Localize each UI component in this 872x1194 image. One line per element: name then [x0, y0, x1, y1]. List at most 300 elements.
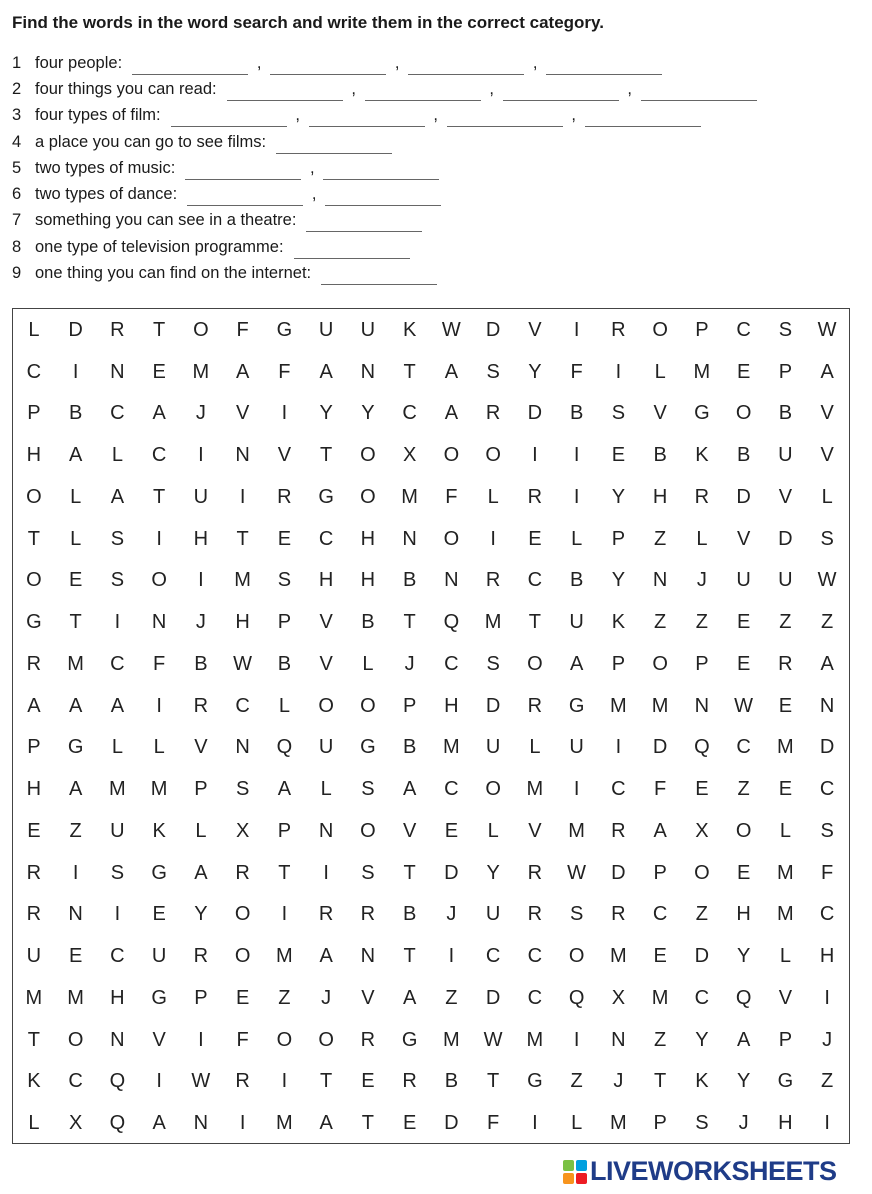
grid-letter[interactable]: T	[403, 945, 416, 968]
grid-letter[interactable]: U	[318, 736, 334, 759]
answer-blank[interactable]	[323, 165, 439, 180]
grid-letter[interactable]: G	[777, 1070, 794, 1093]
grid-letter[interactable]: A	[68, 694, 83, 717]
grid-letter[interactable]: E	[68, 945, 83, 968]
grid-letter[interactable]: F	[153, 652, 166, 675]
grid-letter[interactable]: C	[527, 986, 543, 1009]
grid-letter[interactable]: O	[735, 402, 752, 425]
grid-letter[interactable]: L	[779, 819, 791, 842]
grid-letter[interactable]: C	[151, 444, 167, 467]
grid-letter[interactable]: G	[360, 736, 376, 759]
grid-letter[interactable]: S	[235, 778, 250, 801]
grid-letter[interactable]: Z	[737, 778, 750, 801]
grid-letter[interactable]: I	[281, 1070, 288, 1093]
grid-letter[interactable]: L	[779, 945, 791, 968]
grid-letter[interactable]: Z	[654, 611, 667, 634]
grid-letter[interactable]: V	[528, 819, 542, 842]
grid-letter[interactable]: I	[532, 444, 538, 467]
grid-letter[interactable]: I	[156, 694, 162, 717]
grid-letter[interactable]: B	[444, 1070, 459, 1093]
grid-letter[interactable]: O	[443, 444, 460, 467]
grid-letter[interactable]: E	[736, 652, 751, 675]
grid-letter[interactable]: V	[820, 444, 834, 467]
grid-letter[interactable]: H	[778, 1112, 793, 1135]
grid-letter[interactable]: M	[25, 986, 43, 1009]
grid-letter[interactable]: I	[323, 861, 329, 884]
grid-letter[interactable]: A	[402, 778, 417, 801]
grid-letter[interactable]: U	[736, 569, 751, 592]
grid-letter[interactable]: B	[194, 652, 208, 675]
grid-letter[interactable]: X	[235, 819, 250, 842]
grid-letter[interactable]: R	[110, 318, 125, 341]
grid-letter[interactable]: C	[736, 318, 751, 341]
grid-letter[interactable]: J	[696, 569, 707, 592]
grid-letter[interactable]: I	[239, 485, 246, 508]
grid-letter[interactable]: S	[110, 569, 125, 592]
grid-letter[interactable]: R	[694, 485, 710, 508]
grid-letter[interactable]: P	[611, 652, 626, 675]
grid-letter[interactable]: F	[236, 318, 249, 341]
grid-letter[interactable]: L	[195, 819, 207, 842]
grid-letter[interactable]: A	[152, 402, 166, 425]
grid-letter[interactable]: C	[402, 402, 417, 425]
grid-letter[interactable]: A	[569, 652, 584, 675]
grid-letter[interactable]: Y	[736, 1070, 751, 1093]
grid-letter[interactable]: F	[278, 360, 291, 383]
grid-letter[interactable]: U	[778, 444, 793, 467]
grid-letter[interactable]: E	[235, 986, 250, 1009]
grid-letter[interactable]: B	[402, 736, 417, 759]
answer-blank[interactable]	[171, 112, 287, 127]
grid-letter[interactable]: V	[402, 819, 417, 842]
grid-letter[interactable]: I	[114, 903, 121, 926]
grid-letter[interactable]: F	[445, 485, 458, 508]
grid-letter[interactable]: O	[26, 569, 42, 592]
grid-letter[interactable]: S	[820, 819, 834, 842]
grid-letter[interactable]: S	[486, 652, 500, 675]
grid-letter[interactable]: T	[153, 485, 166, 508]
grid-letter[interactable]: L	[28, 1112, 40, 1135]
grid-letter[interactable]: W	[817, 318, 837, 341]
grid-letter[interactable]: O	[67, 1028, 84, 1051]
grid-letter[interactable]: E	[778, 694, 793, 717]
grid-letter[interactable]: G	[318, 485, 334, 508]
grid-letter[interactable]: I	[239, 1112, 246, 1135]
answer-blank[interactable]	[447, 112, 563, 127]
grid-letter[interactable]: L	[111, 736, 123, 759]
grid-letter[interactable]: L	[278, 694, 290, 717]
grid-letter[interactable]: T	[27, 527, 40, 550]
grid-letter[interactable]: M	[192, 360, 210, 383]
grid-letter[interactable]: S	[778, 318, 793, 341]
grid-letter[interactable]: Q	[276, 736, 293, 759]
grid-letter[interactable]: L	[362, 652, 374, 675]
grid-letter[interactable]: I	[573, 485, 580, 508]
grid-letter[interactable]: U	[26, 945, 42, 968]
grid-letter[interactable]: O	[527, 652, 543, 675]
grid-letter[interactable]: L	[487, 485, 499, 508]
grid-letter[interactable]: K	[27, 1070, 41, 1093]
answer-blank[interactable]	[585, 112, 701, 127]
grid-letter[interactable]: P	[402, 694, 417, 717]
grid-letter[interactable]: G	[151, 861, 167, 884]
grid-letter[interactable]: C	[819, 778, 835, 801]
grid-letter[interactable]: B	[68, 402, 83, 425]
grid-letter[interactable]: D	[819, 736, 835, 759]
grid-letter[interactable]: D	[527, 402, 543, 425]
grid-letter[interactable]: X	[695, 819, 709, 842]
grid-letter[interactable]: U	[569, 611, 584, 634]
grid-letter[interactable]: N	[151, 611, 167, 634]
grid-letter[interactable]: G	[527, 1070, 543, 1093]
grid-letter[interactable]: R	[402, 1070, 417, 1093]
grid-letter[interactable]: J	[195, 611, 206, 634]
grid-letter[interactable]: P	[277, 611, 292, 634]
grid-letter[interactable]: V	[653, 402, 667, 425]
grid-letter[interactable]: Z	[570, 1070, 583, 1093]
grid-letter[interactable]: O	[652, 652, 668, 675]
grid-letter[interactable]: C	[819, 903, 835, 926]
grid-letter[interactable]: A	[235, 360, 250, 383]
grid-letter[interactable]: N	[318, 819, 334, 842]
grid-letter[interactable]: M	[610, 1112, 627, 1135]
grid-letter[interactable]: Z	[695, 611, 708, 634]
grid-letter[interactable]: Q	[694, 736, 710, 759]
grid-letter[interactable]: X	[402, 444, 417, 467]
grid-letter[interactable]: D	[485, 318, 501, 341]
grid-letter[interactable]: C	[235, 694, 250, 717]
answer-blank[interactable]	[132, 60, 248, 75]
grid-letter[interactable]: A	[194, 861, 208, 884]
grid-letter[interactable]: P	[695, 652, 709, 675]
grid-letter[interactable]: L	[696, 527, 708, 550]
grid-letter[interactable]: T	[654, 1070, 667, 1093]
grid-letter[interactable]: V	[778, 485, 793, 508]
grid-letter[interactable]: N	[68, 903, 83, 926]
grid-letter[interactable]: N	[110, 360, 125, 383]
grid-letter[interactable]: L	[821, 485, 833, 508]
grid-letter[interactable]: R	[527, 903, 543, 926]
grid-letter[interactable]: D	[694, 945, 710, 968]
grid-letter[interactable]: I	[824, 986, 830, 1009]
grid-letter[interactable]: Q	[109, 1070, 126, 1093]
grid-letter[interactable]: V	[277, 444, 292, 467]
grid-letter[interactable]: F	[487, 1112, 500, 1135]
grid-letter[interactable]: E	[611, 444, 626, 467]
answer-blank[interactable]	[309, 112, 425, 127]
grid-letter[interactable]: B	[402, 903, 417, 926]
grid-letter[interactable]: S	[277, 569, 292, 592]
grid-letter[interactable]: N	[235, 444, 250, 467]
grid-letter[interactable]: B	[736, 444, 751, 467]
grid-letter[interactable]: A	[736, 1028, 751, 1051]
grid-letter[interactable]: A	[820, 652, 834, 675]
grid-letter[interactable]: P	[27, 736, 41, 759]
grid-letter[interactable]: B	[569, 569, 584, 592]
grid-letter[interactable]: W	[567, 861, 587, 884]
grid-letter[interactable]: A	[820, 360, 834, 383]
grid-letter[interactable]: T	[320, 1070, 333, 1093]
grid-letter[interactable]: T	[27, 1028, 40, 1051]
grid-letter[interactable]: B	[653, 444, 667, 467]
grid-letter[interactable]: O	[735, 819, 752, 842]
grid-letter[interactable]: S	[611, 402, 626, 425]
grid-letter[interactable]: T	[153, 318, 166, 341]
grid-letter[interactable]: I	[156, 1070, 162, 1093]
grid-letter[interactable]: E	[361, 1070, 375, 1093]
answer-blank[interactable]	[270, 60, 386, 75]
grid-letter[interactable]: O	[694, 861, 710, 884]
grid-letter[interactable]: A	[319, 945, 333, 968]
grid-letter[interactable]: E	[68, 569, 83, 592]
grid-letter[interactable]: W	[483, 1028, 503, 1051]
grid-letter[interactable]: Y	[319, 402, 333, 425]
grid-letter[interactable]: T	[278, 861, 291, 884]
grid-letter[interactable]: R	[527, 694, 543, 717]
grid-letter[interactable]: F	[570, 360, 583, 383]
grid-letter[interactable]: H	[736, 903, 751, 926]
grid-letter[interactable]: Y	[611, 485, 626, 508]
grid-letter[interactable]: Z	[445, 986, 458, 1009]
grid-letter[interactable]: M	[777, 861, 794, 884]
grid-letter[interactable]: L	[70, 485, 82, 508]
grid-letter[interactable]: I	[573, 778, 580, 801]
grid-letter[interactable]: E	[444, 819, 459, 842]
grid-letter[interactable]: E	[736, 611, 751, 634]
grid-letter[interactable]: M	[777, 903, 794, 926]
grid-letter[interactable]: M	[651, 694, 669, 717]
grid-letter[interactable]: N	[694, 694, 710, 717]
grid-letter[interactable]: T	[236, 527, 249, 550]
grid-letter[interactable]: R	[485, 569, 501, 592]
answer-blank[interactable]	[503, 86, 619, 101]
grid-letter[interactable]: V	[528, 318, 542, 341]
grid-letter[interactable]: O	[318, 1028, 334, 1051]
grid-letter[interactable]: O	[485, 444, 501, 467]
grid-letter[interactable]: F	[654, 778, 667, 801]
grid-letter[interactable]: L	[529, 736, 541, 759]
grid-letter[interactable]: V	[319, 652, 333, 675]
grid-letter[interactable]: J	[822, 1028, 833, 1051]
grid-letter[interactable]: K	[695, 1070, 709, 1093]
grid-letter[interactable]: D	[444, 1112, 459, 1135]
grid-letter[interactable]: H	[360, 527, 376, 550]
grid-letter[interactable]: U	[193, 485, 209, 508]
grid-letter[interactable]: L	[571, 527, 583, 550]
grid-letter[interactable]: A	[277, 778, 292, 801]
grid-letter[interactable]: I	[615, 736, 622, 759]
answer-blank[interactable]	[306, 217, 422, 232]
grid-letter[interactable]: M	[568, 819, 585, 842]
grid-letter[interactable]: T	[403, 861, 416, 884]
grid-letter[interactable]: Y	[695, 1028, 709, 1051]
grid-letter[interactable]: V	[152, 1028, 166, 1051]
grid-letter[interactable]: S	[695, 1112, 709, 1135]
grid-letter[interactable]: C	[694, 986, 710, 1009]
grid-letter[interactable]: Y	[194, 903, 208, 926]
grid-letter[interactable]: J	[195, 402, 206, 425]
grid-letter[interactable]: I	[281, 903, 288, 926]
grid-letter[interactable]: E	[736, 861, 751, 884]
grid-letter[interactable]: U	[110, 819, 125, 842]
grid-letter[interactable]: M	[526, 778, 544, 801]
grid-letter[interactable]: M	[109, 778, 126, 801]
grid-letter[interactable]: P	[653, 1112, 667, 1135]
grid-letter[interactable]: B	[361, 611, 375, 634]
grid-letter[interactable]: T	[320, 444, 333, 467]
grid-letter[interactable]: M	[401, 485, 418, 508]
grid-letter[interactable]: Z	[654, 1028, 667, 1051]
answer-blank[interactable]	[294, 244, 410, 259]
grid-letter[interactable]: G	[26, 611, 42, 634]
grid-letter[interactable]: A	[68, 778, 83, 801]
answer-blank[interactable]	[365, 86, 481, 101]
answer-blank[interactable]	[321, 270, 437, 285]
grid-letter[interactable]: R	[193, 945, 209, 968]
grid-letter[interactable]: H	[26, 778, 42, 801]
grid-letter[interactable]: T	[403, 611, 416, 634]
grid-letter[interactable]: V	[736, 527, 751, 550]
grid-letter[interactable]: E	[152, 903, 166, 926]
grid-letter[interactable]: I	[490, 527, 496, 550]
grid-letter[interactable]: A	[319, 360, 333, 383]
grid-letter[interactable]: S	[110, 527, 125, 550]
grid-letter[interactable]: R	[235, 1070, 250, 1093]
grid-letter[interactable]: D	[652, 736, 668, 759]
grid-letter[interactable]: J	[321, 986, 332, 1009]
grid-letter[interactable]: G	[401, 1028, 418, 1051]
grid-letter[interactable]: O	[234, 945, 251, 968]
grid-letter[interactable]: V	[820, 402, 834, 425]
grid-letter[interactable]: P	[653, 861, 667, 884]
grid-letter[interactable]: A	[444, 402, 459, 425]
grid-letter[interactable]: G	[276, 318, 293, 341]
grid-letter[interactable]: D	[736, 485, 751, 508]
answer-blank[interactable]	[546, 60, 662, 75]
grid-letter[interactable]: O	[652, 318, 668, 341]
grid-letter[interactable]: N	[193, 1112, 209, 1135]
grid-letter[interactable]: N	[360, 945, 376, 968]
grid-letter[interactable]: R	[26, 652, 42, 675]
grid-letter[interactable]: J	[613, 1070, 624, 1093]
grid-letter[interactable]: V	[319, 611, 333, 634]
grid-letter[interactable]: E	[528, 527, 542, 550]
grid-letter[interactable]: B	[402, 569, 417, 592]
grid-letter[interactable]: R	[527, 861, 543, 884]
grid-letter[interactable]: T	[69, 611, 82, 634]
grid-letter[interactable]: C	[444, 652, 459, 675]
grid-letter[interactable]: H	[652, 485, 668, 508]
grid-letter[interactable]: Y	[611, 569, 626, 592]
grid-letter[interactable]: K	[611, 611, 626, 634]
grid-letter[interactable]: W	[191, 1070, 211, 1093]
grid-letter[interactable]: R	[360, 1028, 376, 1051]
grid-letter[interactable]: L	[153, 736, 165, 759]
grid-letter[interactable]: R	[611, 318, 626, 341]
grid-letter[interactable]: C	[485, 945, 501, 968]
grid-letter[interactable]: E	[778, 778, 793, 801]
grid-letter[interactable]: J	[446, 903, 457, 926]
grid-letter[interactable]: S	[486, 360, 500, 383]
grid-letter[interactable]: Z	[779, 611, 792, 634]
grid-letter[interactable]: N	[360, 360, 376, 383]
grid-letter[interactable]: R	[527, 485, 543, 508]
grid-letter[interactable]: H	[318, 569, 334, 592]
grid-letter[interactable]: P	[695, 318, 709, 341]
grid-letter[interactable]: C	[652, 903, 668, 926]
grid-letter[interactable]: R	[611, 903, 626, 926]
grid-letter[interactable]: A	[110, 694, 125, 717]
grid-letter[interactable]: R	[26, 903, 42, 926]
grid-letter[interactable]: M	[67, 652, 84, 675]
grid-letter[interactable]: U	[569, 736, 584, 759]
grid-letter[interactable]: W	[817, 569, 837, 592]
grid-letter[interactable]: U	[318, 318, 334, 341]
grid-letter[interactable]: A	[402, 986, 417, 1009]
grid-letter[interactable]: Z	[278, 986, 291, 1009]
grid-letter[interactable]: Q	[443, 611, 460, 634]
grid-letter[interactable]: R	[318, 903, 334, 926]
grid-letter[interactable]: I	[824, 1112, 830, 1135]
grid-letter[interactable]: Q	[109, 1112, 126, 1135]
grid-letter[interactable]: M	[150, 778, 168, 801]
grid-letter[interactable]: H	[235, 611, 250, 634]
grid-letter[interactable]: D	[68, 318, 83, 341]
grid-letter[interactable]: W	[441, 318, 461, 341]
grid-letter[interactable]: O	[234, 903, 251, 926]
grid-letter[interactable]: I	[573, 444, 580, 467]
grid-letter[interactable]: N	[402, 527, 417, 550]
grid-letter[interactable]: K	[402, 318, 417, 341]
grid-letter[interactable]: P	[194, 778, 208, 801]
grid-letter[interactable]: H	[110, 986, 125, 1009]
grid-letter[interactable]: T	[528, 611, 541, 634]
grid-letter[interactable]: G	[151, 986, 167, 1009]
grid-letter[interactable]: L	[28, 318, 40, 341]
grid-letter[interactable]: B	[277, 652, 292, 675]
grid-letter[interactable]: A	[319, 1112, 333, 1135]
grid-letter[interactable]: N	[611, 1028, 626, 1051]
grid-letter[interactable]: M	[693, 360, 711, 383]
grid-letter[interactable]: D	[485, 986, 501, 1009]
grid-letter[interactable]: O	[276, 1028, 293, 1051]
grid-letter[interactable]: D	[778, 527, 793, 550]
grid-letter[interactable]: A	[68, 444, 83, 467]
grid-letter[interactable]: E	[402, 1112, 417, 1135]
grid-letter[interactable]: H	[360, 569, 376, 592]
grid-letter[interactable]: C	[611, 778, 626, 801]
grid-letter[interactable]: A	[110, 485, 125, 508]
grid-letter[interactable]: Y	[361, 402, 375, 425]
grid-letter[interactable]: T	[361, 1112, 374, 1135]
grid-letter[interactable]: O	[360, 485, 376, 508]
grid-letter[interactable]: M	[610, 694, 627, 717]
grid-letter[interactable]: T	[487, 1070, 500, 1093]
grid-letter[interactable]: E	[653, 945, 667, 968]
grid-letter[interactable]: P	[778, 1028, 793, 1051]
grid-letter[interactable]: I	[573, 1028, 580, 1051]
grid-letter[interactable]: O	[485, 778, 501, 801]
grid-letter[interactable]: E	[695, 778, 709, 801]
grid-letter[interactable]: L	[111, 444, 123, 467]
grid-letter[interactable]: O	[318, 694, 334, 717]
grid-letter[interactable]: G	[568, 694, 585, 717]
grid-letter[interactable]: M	[484, 611, 502, 634]
grid-letter[interactable]: T	[403, 360, 416, 383]
grid-letter[interactable]: I	[156, 527, 162, 550]
grid-letter[interactable]: R	[26, 861, 42, 884]
grid-letter[interactable]: I	[72, 360, 79, 383]
